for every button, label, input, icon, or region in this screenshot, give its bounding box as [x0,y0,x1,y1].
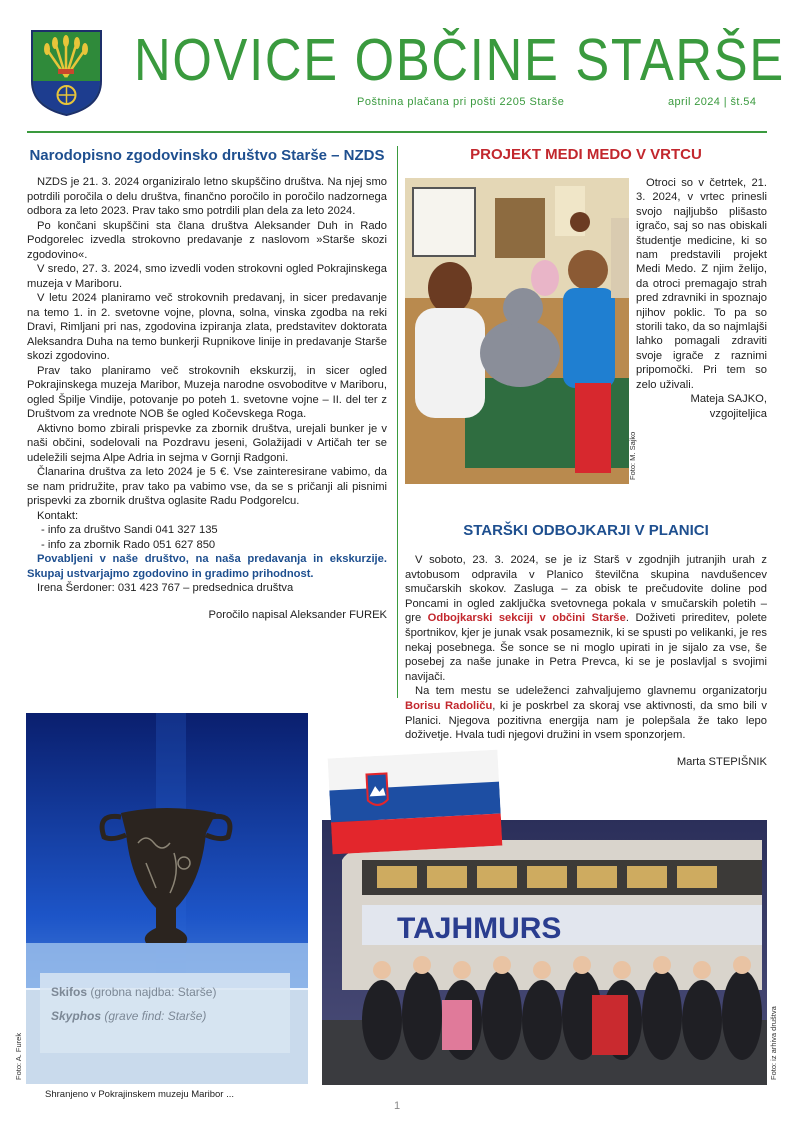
planica-text: , ki je poskrbel za skoraj vse aktivnosti, da smo bili v Planici. Njegova pozitivna energija nam je polepšala že tako lepo doživetje. Hvala tudi njegovi družini in vsem sponzorjem. [405,699,767,742]
vase-caption: Shranjeno v Pokrajinskem muzeju Maribor ... [45,1089,235,1100]
nzds-paragraph: V sredo, 27. 3. 2024, smo izvedli voden strokovni ogled Pokrajinskega muzeja v Mariboru. [27,263,387,290]
kindergarten-photo-credit: Foto: M. Sajko [628,431,637,480]
planica-paragraph-2 [405,684,767,742]
highlight-organizer: Borisu Radoliču [405,699,493,712]
kindergarten-photo [405,178,629,484]
planica-body [405,553,767,769]
vase-photo [26,713,308,1084]
contact-label: Kontakt: [37,509,79,522]
contact-list [27,523,387,552]
issue-info: april 2024 | št.54 [668,96,757,108]
planica-paragraph-1 [405,553,767,684]
nzds-paragraph: Članarina društva za leto 2024 je 5 €. Vse zainteresirane vabimo, da se nam pridružite, prav tako pa vabimo vse, da se s pričanji ali pisnimi prispevki za zbornik društva oglasite Radu Podgorelcu. [27,466,387,507]
medo-heading: PROJEKT MEDI MEDO V VRTCU [470,146,702,163]
slovenian-flag [328,750,503,855]
municipality-crest [30,29,103,117]
nzds-signature: Poročilo napisal Aleksander FUREK [208,608,387,621]
planica-text: V soboto, 23. 3. 2024, se je iz Starš v zgodnjih jutranjih urah z avtobusom odpravila v Planico številčna skupina navdušencev smučarskih skokov. Zasluga – za obisk te prečudovite doline pod Poncami in ogled zaključka svetovnega pokala v smučarskih poletih – gre [405,554,767,625]
contact-item: - info za društvo Sandi 041 327 135 [41,523,387,538]
president-contact: Irena Šerdoner: 031 423 767 – predsednica društva [37,582,294,594]
masthead-rule [27,131,767,133]
nzds-paragraph: V letu 2024 planiramo več strokovnih predavanj, in sicer predavanje na temo 1. in 2. svetovne vojne, plovna, solna, vinska zgodba na reki Dravi, Rimljani pri nas, zgodovina izpiranja zlata, predstavitev doktorata Aleksandra Duha na temo bunkerji Rupnikove linije in predavanje Starše skozi zgodovino. [27,292,387,362]
nzds-paragraph: Prav tako planiramo več strokovnih ekskurzij, in sicer ogled Pokrajinskega muzeja Maribor, Muzeja narodne osvoboditve v Mariboru, ogled Špilje Vindije, potovanje po poteh 1. svetovne vojne – II. del ter z Društvom za vrednote NOB še ogled Kočevskega Roga. [27,364,387,420]
vase-photo-credit: Foto: A. Furek [14,1032,23,1080]
planica-signature: Marta STEPIŠNIK [676,755,767,768]
plaque-note: (grave find: Starše) [104,1009,207,1023]
medo-text: Otroci so v četrtek, 21. 3. 2024, v vrtec prinesli svojo najljubšo plišasto igračo, saj so nas obiskali študentje medicine, ki so nam predstavili projekt Medi Medo. Z njim želijo, da otroci premagajo strah pred zdravniki in spoznajo njihov poklic. To pa so storili tako, da so najmlajši lahko pomagali zdraviti svoje igrače z raznimi pripomočki. Pri tem so zelo uživali. [636,177,767,391]
plaque-term: Skifos [51,985,88,999]
nzds-body [27,175,387,622]
medo-author: Mateja SAJKO, [690,393,767,406]
nzds-heading: Narodopisno zgodovinsko društvo Starše – NZDS [29,147,385,164]
bus-logo: TAJHMURS [397,912,562,945]
nzds-paragraph: Po končani skupščini sta člana društva Aleksander Duh in Rado Podgorelec izvedla strokovno predavanje z naslovom »Starše skozi zgodovino«. [27,219,387,261]
nzds-paragraph: Aktivno bomo zbirali prispevke za zbornik društva, urejali bunker je v naši občini, sodelovali na Pozdravu jeseni, Golažijadi v Artičah ter se udeležili sejma Alpe Adria in sejma v Gornji Radgoni. [27,422,387,464]
column-divider [397,146,398,698]
nzds-paragraph: NZDS je 21. 3. 2024 organiziralo letno skupščino društva. Na njej smo potrdili poročila o delu društva, finančno poročilo in poročilo nadzornega odbora za leto 2023. Prav tako smo potrdili plan dela za leto 2024. [27,176,387,217]
medo-body [636,176,767,421]
group-photo-credit: Foto: iz arhiva društva [769,1006,778,1080]
plaque-line-2 [51,1009,206,1023]
planica-text: . Doživeti prireditev, polete športnikov, kjer je junak vsak posameznik, ki se spusti po velikanki, je res nekaj posebnega. Še sonce se ni moglo upirati in je sijalo za vse, še posebej za naše junake in Petra Prevca, ki se je poslavljal s svojimi navijači. [405,612,768,683]
invite-text: Povabljeni v naše društvo, na naša predavanja in ekskurzije. Skupaj ustvarjajmo zgodovino in gradimo prihodnost. [27,553,387,580]
plaque-note: (grobna najdba: Starše) [90,985,217,999]
planica-text: Na tem mestu se udeleženci zahvaljujemo glavnemu organizatorju [415,685,767,698]
medo-role: vzgojiteljica [709,407,767,420]
masthead-title: NOVICE OBČINE STARŠE [134,27,785,93]
group-photo [322,820,767,1085]
nzds-article [27,146,387,622]
page-number: 1 [394,1100,401,1112]
postage-note: Poštnina plačana pri pošti 2205 Starše [357,96,565,108]
contact-item: - info za zbornik Rado 051 627 850 [41,538,387,553]
highlight-volleyball-section: Odbojkarski sekciji v občini Starše [427,612,626,625]
plaque-term: Skyphos [51,1009,102,1023]
planica-heading: STARŠKI ODBOJKARJI V PLANICI [463,522,709,539]
plaque-line-1 [51,985,216,999]
